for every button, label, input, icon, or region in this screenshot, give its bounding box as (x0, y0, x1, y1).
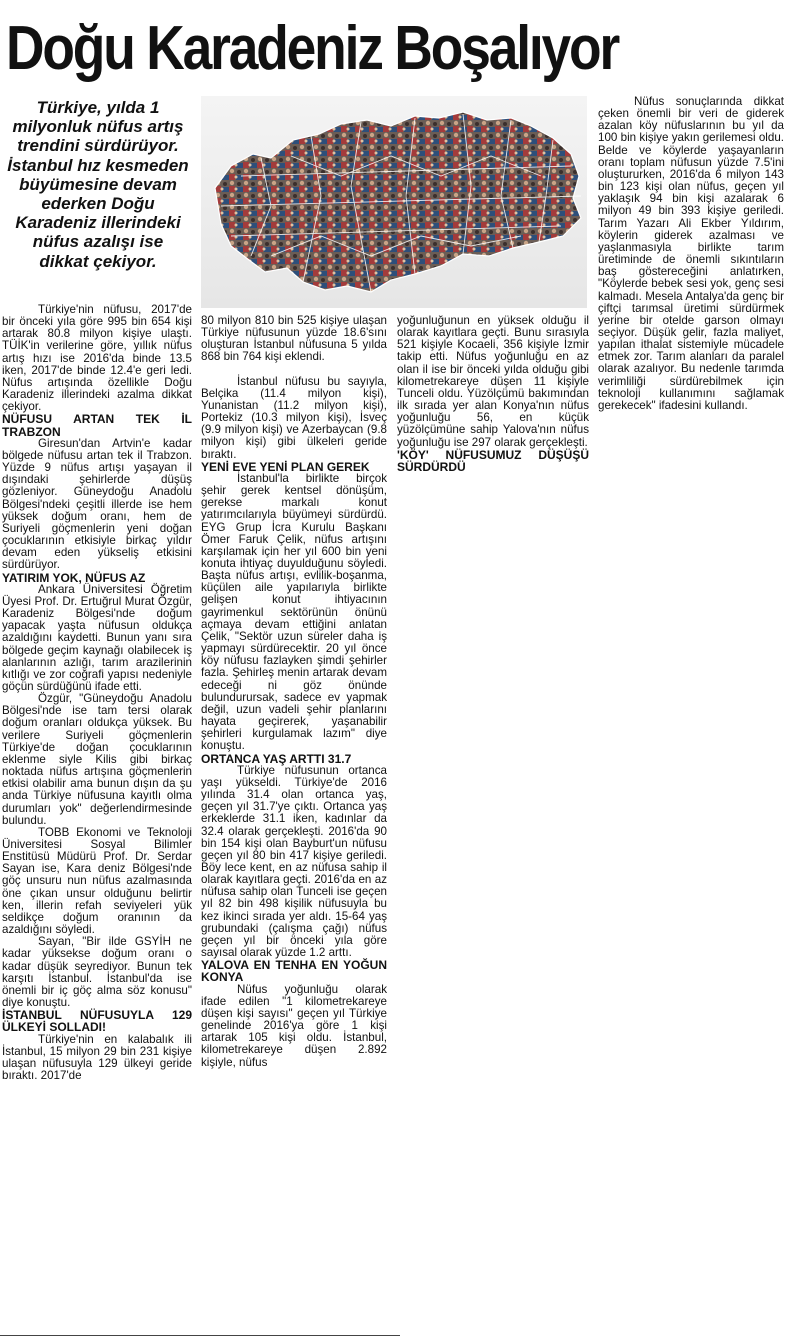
paragraph: Türkiye'nin nüfusu, 2017'de bir önceki yıla göre 995 bin 654 kişi artarak 80.8 milyon kişiye ulaştı. TÜİK'in verilerine göre, yıllık nüfus artış hızı ise 2016'da binde 13.5 iken, 2017'de binde 12.4'e geri ledi. Nüfus artışında özellikle Doğu Karadeniz illerindeki azalma dikkat çekiyor. (2, 303, 192, 414)
section-heading: 'KÖY' NÜFUSUMUZ DÜŞÜŞÜ SÜRDÜRDÜ (397, 447, 589, 474)
section-heading: İSTANBUL NÜFUSUYLA 129 ÜLKEYİ SOLLADI! (2, 1008, 192, 1035)
headline: Doğu Karadeniz Boşalıyor (6, 14, 619, 83)
paragraph: yoğunluğunun en yüksek olduğu il olarak kayıtlara geçti. Bunu sırasıyla 521 kişiyle Kocaeli, 356 kişiyle İzmir takip etti. Nüfus yoğunluğu en az olan il ise bir önceki yılda olduğu gibi kilometrekareye düşen 11 kişiyle Tunceli oldu. Yüzölçümü bakımından ilk sırada yer alan Konya'nın nüfus yoğunluğu 56, en küçük yüzölçümüne sahip Yalova'nın nüfus yoğunluğu ise 297 olarak gerçekleşti. (397, 314, 589, 449)
paragraph: TOBB Ekonomi ve Teknoloji Üniversitesi Sosyal Bilimler Enstitüsü Müdürü Prof. Dr. Serdar Sayan ise, Kara deniz Bölgesi'nde göç unsuru nun nüfus azalmasında öne çıkan unsur olduğunu belirtir ken, illerin refah seviyeleri yük seldikçe doğum oranının da azaldığını söyledi. (2, 825, 192, 937)
section-heading: ORTANCA YAŞ ARTTI 31.7 (201, 751, 352, 766)
section-heading: YENİ EVE YENİ PLAN GEREK (201, 459, 370, 474)
spacer (201, 364, 387, 376)
paragraph: İstanbul'la birlikte birçok şehir gerek kentsel dönüşüm, gerekse markalı konut yatırımcılarıyla büyümeyi sürdürdü. EYG Grup İcra Kurulu Başkanı Ömer Faruk Çelik, nüfus artışını karşılamak için her yıl 600 bin yeni konuta ihtiyaç duyulduğunu söyledi. Başta nüfus artışı, evlilik-boşanma, küçülen aile yapılarıyla birlikte gelişen konut ihtiyacının gayrimenkul sektörünün önünü açmaya devam ettiğini anlatan Çelik, "Sektör uzun süreler daha iş yapmayı sürdürecektir. 20 yıl önce köy nüfusu fazlayken şimdi şehirler fazla. Şehirleş menin artarak devam edeceği ni göz önünde bulundurursak, sadece ev yapmak değil, uzun vadeli şehir planlarını hayata geçirerek, yaşanabilir şehirleri kurgulamak lazım" diye konuştu. (201, 471, 387, 753)
paragraph: 80 milyon 810 bin 525 kişiye ulaşan Türkiye nüfusunun yüzde 18.6'sını oluşturan İstanbul nüfusuna 5 yılda 868 bin 764 kişi eklendi. (201, 314, 387, 364)
paragraph: Giresun'dan Artvin'e kadar bölgede nüfusu artan tek il Trabzon. Yüzde 9 nüfus artışı yaşayan il dışındaki şehirlerde düşüş gözleniyor. Güneydoğu Anadolu Bölgesi'ndeki çeşitli illerde ise hem yüksek doğum oranı, hem de Suriyeli göçmenlerin yeni doğan çocuklarının etkisiyle birkaç yıldır devam eden yükseliş etkisini sürdürüyor. (2, 436, 192, 572)
article-column-1 (2, 304, 192, 1082)
article-column-2 (201, 315, 387, 1069)
paragraph: İstanbul nüfusu bu sayıyla, Belçika (11.4 milyon kişi), Yunanistan (11.2 milyon kişi), Portekiz (10.3 milyon kişi), İsveç (9.9 milyon kişi) ve Azerbaycan (9.8 milyon kişi) gibi ülkeleri geride bıraktı. (201, 374, 387, 461)
paragraph: Türkiye nüfusunun ortanca yaşı yükseldi. Türkiye'de 2016 yılında 31.4 olan ortanca yaş, geçen yıl 31.7'ye çıktı. Ortanca yaş erkeklerde 31.1 iken, kadınlar da 32.4 olarak gerçekleşti. 2016'da 90 bin 154 kişi olan Bayburt'un nüfusu geçen yıl 80 bin 417 kişiye geriledi. Böy lece kent, en az nüfusa sahip il olarak kayıtlara geçti. 2016'da en az nüfusa sahip olan Tunceli ise geçen yıl 82 bin 498 kişilik nüfusuyla bu kez ikinci sırada yer aldı. 15-64 yaş grubundaki (çalışma çağı) nüfus geçen yıl bir önceki yıla göre sayısal olarak yüzde 1.2 arttı. (201, 763, 387, 960)
paragraph: Ankara Üniversitesi Öğretim Üyesi Prof. Dr. Ertuğrul Murat Özgür, Karadeniz Bölgesi'nde doğum yapacak yaşta nüfusun oldukça azaldığını kaydetti. Bunun yanı sıra bölgede geçim kaynağı olabilecek iş alanlarının azlığı, tarım arazilerinin kıtlığı ve zor coğrafi yapısı nedeniyle göçün sürdüğünü ifade etti. (2, 582, 192, 693)
article-column-4 (598, 96, 784, 412)
section-heading: YATIRIM YOK, NÜFUS AZ (2, 570, 146, 585)
paragraph: Türkiye'nin en kalabalık ili İstanbul, 15 milyon 29 bin 231 kişiye ulaşan nüfusuyla 129 ülkeyi geride bıraktı. 2017'de (2, 1032, 192, 1083)
lead-summary: Türkiye, yılda 1 milyonluk nüfus artış trendini sürdürüyor. İstanbul hız kesmeden büyümesine devam ederken Doğu Karadeniz illerindeki nüfus azalışı ise dikkat çekiyor. (7, 98, 189, 271)
section-heading: NÜFUSU ARTAN TEK İL TRABZON (2, 412, 192, 439)
section-heading: YALOVA EN TENHA EN YOĞUN KONYA (201, 958, 387, 985)
paragraph: Sayan, "Bir ilde GSYİH ne kadar yüksekse doğum oranı o kadar düşük seyrediyor. Bunun tek karşıtı İstanbul. İstanbul'da ise önemli bir iç göç alma söz konusu" diye konuştu. (2, 935, 192, 1010)
paragraph: Nüfus yoğunluğu olarak ifade edilen "1 kilometrekareye düşen kişi sayısı" geçen yıl Türkiye genelinde 2016'ya göre 1 kişi artarak 105 kişi oldu. İstanbul, kilometrekareye düşen 2.892 kişiyle, nüfus (201, 982, 387, 1069)
article-column-3 (397, 315, 589, 473)
turkey-map-crowd-photo (201, 96, 587, 308)
paragraph: Nüfus sonuçlarında dikkat çeken önemli bir veri de giderek azalan köy nüfuslarının bu yıl da 100 bin kişiye yakın gerilemesi oldu. Belde ve köylerde yaşayanların oranı toplam nüfusun yüzde 7.5'ini oluştururken, 2016'da 6 milyon 143 bin 123 kişi olan nüfus, geçen yıl yaklaşık 94 bin kişi azalarak 6 milyon 49 bin 393 kişiye geriledi. Tarım Yazarı Ali Ekber Yıldırım, köylerin giderek azalması ve yaşlanmasıyla birlikte tarım üretiminde de önemli sıkıntıların baş göstereceğini anlatırken, "Köylerde bebek sesi yok, genç sesi kalmadı. Mesela Antalya'da genç bir çiftçi tarımsal üretimi sürdürmek yerine bir otelde garson olmayı seçiyor. Düşük gelir, fazla maliyet, yapılan ithalat sistemiyle mücadele etmek zor. Tarım alanları da paralel olarak azalıyor. Bu nedenle tarımda verimliliği sürdürebilmek için teknoloji kullanımını sağlamak gerekecek" ifadesini kullandı. (598, 95, 784, 412)
bottom-divider (0, 1335, 400, 1336)
paragraph: Özgür, "Güneydoğu Anadolu Bölgesi'nde ise tam tersi olarak doğum oranları oldukça yüksek. Bu verilere Suriyeli göçmenlerin Türkiye'de doğan çocuklarının eklenme siyle Kilis gibi birkaç noktada nüfus artışına göçmenlerin etkisi olabilir ama bunun dışın da şu anda Türkiye nüfusuna kayıtlı olma durumları yok" değerlendirmesinde bulundu. (2, 692, 192, 827)
